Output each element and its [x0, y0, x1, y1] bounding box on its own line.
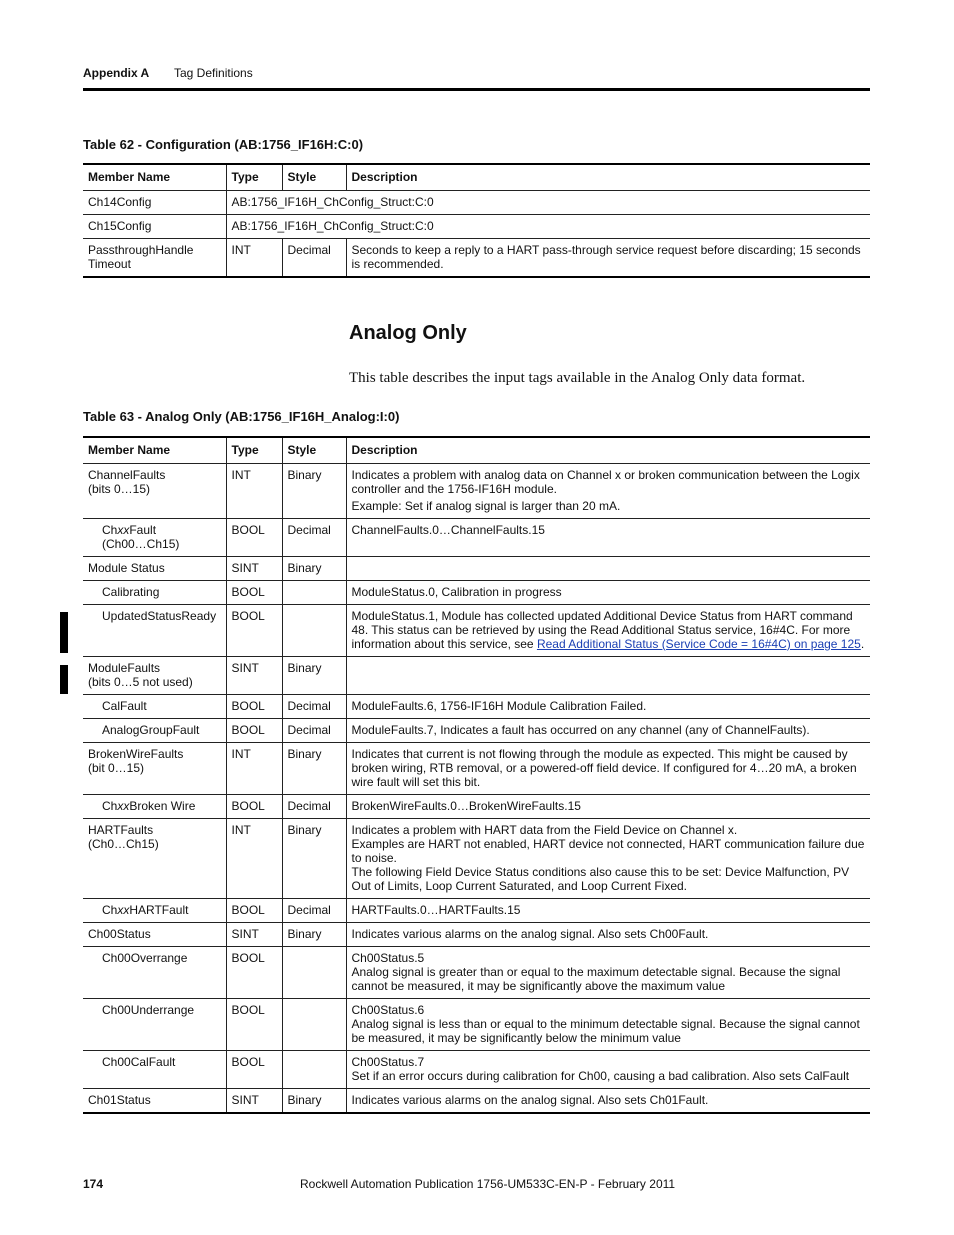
table-row — [83, 719, 870, 743]
description-cell: ChannelFaults.0…ChannelFaults.15 — [346, 519, 870, 557]
description-cell — [346, 557, 870, 581]
description-cell: ModuleFaults.6, 1756-IF16H Module Calibration Failed. — [346, 695, 870, 719]
description-cell: Seconds to keep a reply to a HART pass-through service request before discarding; 15 seconds is recommended. — [346, 239, 870, 278]
member-name-line: ChannelFaults — [88, 468, 166, 482]
member-name: Ch15Config — [83, 215, 226, 239]
table-row — [83, 215, 870, 239]
description-cell: HARTFaults.0…HARTFaults.15 — [346, 899, 870, 923]
table-row — [83, 464, 870, 519]
type-cell: INT — [226, 464, 282, 519]
publication-info: Rockwell Automation Publication 1756-UM533C-EN-P - February 2011 — [300, 1177, 676, 1191]
table-row — [83, 743, 870, 795]
type-cell: SINT — [226, 657, 282, 695]
section-label: Tag Definitions — [174, 66, 253, 80]
style-cell: Binary — [282, 557, 346, 581]
member-name-line: (Ch0…Ch15) — [88, 837, 159, 851]
table-row — [83, 899, 870, 923]
member-name — [83, 743, 226, 795]
description-line: Set if an error occurs during calibration for Ch00, causing a bad calibration. Also sets CalFault — [351, 1069, 850, 1083]
description-cell — [346, 657, 870, 695]
type-cell: BOOL — [226, 899, 282, 923]
member-name-line: (bits 0…5 not used) — [88, 675, 193, 689]
style-cell: Binary — [282, 743, 346, 795]
member-name — [83, 239, 226, 278]
type-cell: BOOL — [226, 719, 282, 743]
table-row — [83, 695, 870, 719]
description-line: Ch00Status.5 — [351, 951, 425, 965]
column-header: Member Name — [83, 164, 226, 191]
description-cell: Indicates various alarms on the analog signal. Also sets Ch01Fault. — [346, 1089, 870, 1114]
column-header: Style — [282, 164, 346, 191]
type-cell: BOOL — [226, 1051, 282, 1089]
description-cell — [346, 999, 870, 1051]
header-rule — [83, 88, 870, 91]
description-line: Analog signal is greater than or equal to the maximum detectable signal. Because the signal cannot be measured, it may be significantly above the maximum value — [351, 965, 841, 993]
page-reference-link[interactable]: Read Additional Status (Service Code = 16#4C) on page 125 — [536, 637, 861, 651]
type-cell: INT — [226, 239, 282, 278]
table-row — [83, 581, 870, 605]
style-cell — [282, 581, 346, 605]
style-cell — [282, 1051, 346, 1089]
description-line: Indicates a problem with analog data on Channel x or broken communication between the Logix controller and the 1756-IF16H module. — [351, 468, 860, 496]
member-name: ChxxBroken Wire — [83, 795, 226, 819]
column-header: Description — [346, 437, 870, 464]
member-name: UpdatedStatusReady — [83, 605, 226, 657]
table-row — [83, 519, 870, 557]
type-cell: BOOL — [226, 795, 282, 819]
section-heading: Analog Only — [349, 322, 467, 344]
intro-paragraph: This table describes the input tags available in the Analog Only data format. — [349, 370, 806, 386]
table-row — [83, 1089, 870, 1114]
style-cell: Binary — [282, 819, 346, 899]
table62 — [83, 163, 870, 278]
member-name-line: ModuleFaults — [88, 661, 161, 675]
member-name-line: ChxxFault — [102, 523, 157, 537]
type-cell: BOOL — [226, 605, 282, 657]
member-name-line: PassthroughHandle — [88, 243, 194, 257]
column-header: Description — [346, 164, 870, 191]
style-cell: Decimal — [282, 519, 346, 557]
table-row — [83, 923, 870, 947]
type-cell: SINT — [226, 923, 282, 947]
description-cell — [346, 605, 870, 657]
style-cell: Binary — [282, 1089, 346, 1114]
member-name: Ch00Underrange — [83, 999, 226, 1051]
member-name: CalFault — [83, 695, 226, 719]
member-name-line: (bit 0…15) — [88, 761, 145, 775]
column-header: Type — [226, 437, 282, 464]
description-line: Example: Set if analog signal is larger than 20 mA. — [351, 499, 621, 513]
type-cell: BOOL — [226, 519, 282, 557]
table-row — [83, 605, 870, 657]
type-cell: SINT — [226, 557, 282, 581]
table-row — [83, 239, 870, 278]
member-name: Calibrating — [83, 581, 226, 605]
table-row — [83, 819, 870, 899]
style-cell: Binary — [282, 923, 346, 947]
member-name: ChxxHARTFault — [83, 899, 226, 923]
style-cell: Decimal — [282, 899, 346, 923]
type-cell: BOOL — [226, 999, 282, 1051]
description-line: Ch00Status.6 — [351, 1003, 425, 1017]
member-name — [83, 464, 226, 519]
member-name: AnalogGroupFault — [83, 719, 226, 743]
description-cell: BrokenWireFaults.0…BrokenWireFaults.15 — [346, 795, 870, 819]
description-text: ModuleStatus.1, Module has collected updated Additional Device Status from HART command 48. This status can be retrieved by using the Read Additional Status service, 16#4C. For more information about this service, see — [351, 609, 853, 651]
member-name — [83, 519, 226, 557]
type-cell: BOOL — [226, 947, 282, 999]
style-cell: Decimal — [282, 695, 346, 719]
member-name: Ch00CalFault — [83, 1051, 226, 1089]
member-name — [83, 657, 226, 695]
style-cell — [282, 605, 346, 657]
table-row — [83, 1051, 870, 1089]
page-number: 174 — [83, 1177, 104, 1191]
member-name: Ch00Overrange — [83, 947, 226, 999]
description-cell: Indicates various alarms on the analog signal. Also sets Ch00Fault. — [346, 923, 870, 947]
description-cell — [346, 819, 870, 899]
style-cell — [282, 947, 346, 999]
type-cell: AB:1756_IF16H_ChConfig_Struct:C:0 — [226, 191, 870, 215]
description-line: The following Field Device Status conditions also cause this to be set: Device Malfunction, PV Out of Limits, Loop Current Saturated, and Loop Current Fixed. — [351, 865, 850, 893]
description-line: Indicates a problem with HART data from the Field Device on Channel x. — [351, 823, 738, 837]
member-name-line: HARTFaults — [88, 823, 154, 837]
change-bar — [60, 665, 68, 694]
table63-caption: Table 63 - Analog Only (AB:1756_IF16H_Analog:I:0) — [83, 409, 400, 424]
style-cell: Decimal — [282, 795, 346, 819]
description-text: . — [860, 637, 865, 651]
description-cell: ModuleFaults.7, Indicates a fault has occurred on any channel (any of ChannelFaults). — [346, 719, 870, 743]
member-name — [83, 819, 226, 899]
type-cell: BOOL — [226, 695, 282, 719]
member-name-line: (bits 0…15) — [88, 482, 151, 496]
appendix-label: Appendix A — [83, 66, 150, 80]
table-row — [83, 191, 870, 215]
type-cell: INT — [226, 743, 282, 795]
description-cell — [346, 1051, 870, 1089]
member-name-line: BrokenWireFaults — [88, 747, 184, 761]
member-name: Ch00Status — [83, 923, 226, 947]
table-row — [83, 657, 870, 695]
type-cell: SINT — [226, 1089, 282, 1114]
description-cell — [346, 947, 870, 999]
description-cell: ModuleStatus.0, Calibration in progress — [346, 581, 870, 605]
description-line: Examples are HART not enabled, HART device not connected, HART communication failure due to noise. — [351, 837, 865, 865]
table-row — [83, 999, 870, 1051]
style-cell — [282, 999, 346, 1051]
style-cell: Decimal — [282, 239, 346, 278]
table-row — [83, 795, 870, 819]
column-header: Type — [226, 164, 282, 191]
description-line: Ch00Status.7 — [351, 1055, 425, 1069]
table-row — [83, 947, 870, 999]
description-line: Analog signal is less than or equal to the minimum detectable signal. Because the signal cannot be measured, it may be significantly below the minimum value — [351, 1017, 860, 1045]
member-name: Ch14Config — [83, 191, 226, 215]
table-header-row — [83, 164, 870, 191]
description-cell: Indicates that current is not flowing through the module as expected. This might be caused by broken wiring, RTB removal, or a powered-off field device. If configured for 4…20 mA, a broken wire fault will set this bit. — [346, 743, 870, 795]
style-cell: Decimal — [282, 719, 346, 743]
description-cell — [346, 464, 870, 519]
type-cell: INT — [226, 819, 282, 899]
member-name: Ch01Status — [83, 1089, 226, 1114]
type-cell: AB:1756_IF16H_ChConfig_Struct:C:0 — [226, 215, 870, 239]
table62-caption: Table 62 - Configuration (AB:1756_IF16H:C:0) — [83, 137, 364, 152]
column-header: Member Name — [83, 437, 226, 464]
member-name-line: Timeout — [88, 257, 131, 271]
table-header-row — [83, 437, 870, 464]
type-cell: BOOL — [226, 581, 282, 605]
member-name-line: (Ch00…Ch15) — [102, 537, 180, 551]
table63 — [83, 436, 870, 1114]
style-cell: Binary — [282, 657, 346, 695]
style-cell: Binary — [282, 464, 346, 519]
member-name: Module Status — [83, 557, 226, 581]
table-row — [83, 557, 870, 581]
change-bar — [60, 612, 68, 653]
column-header: Style — [282, 437, 346, 464]
